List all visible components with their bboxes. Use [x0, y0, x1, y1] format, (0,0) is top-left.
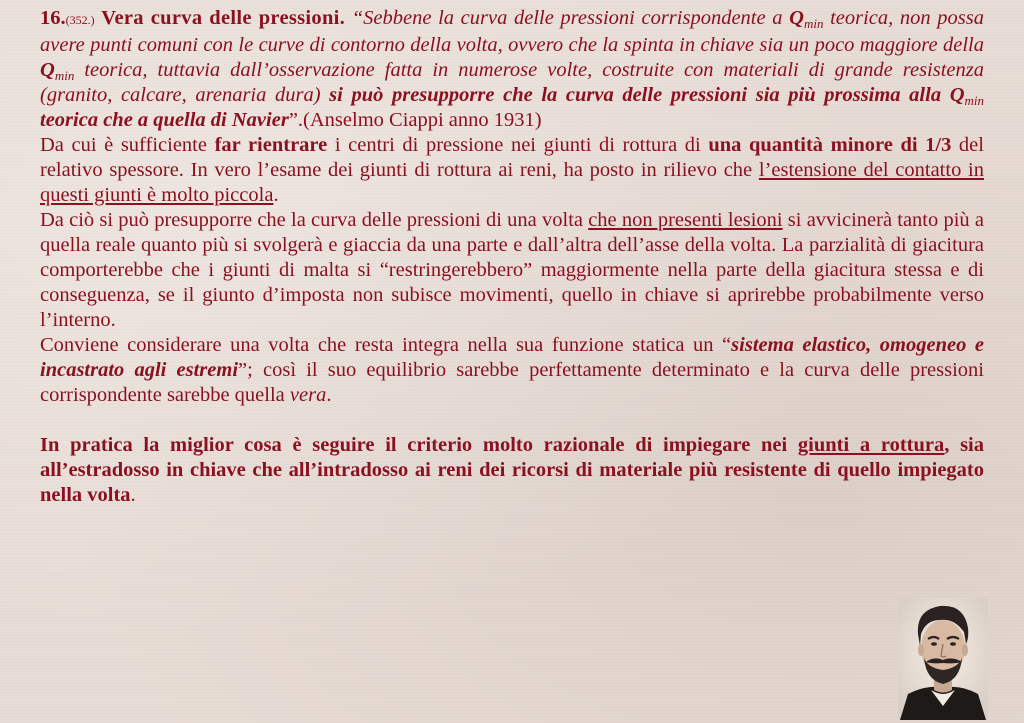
section-reference: (352.) — [65, 13, 95, 27]
section-number: 16. — [40, 7, 66, 29]
underlined-lesioni: che non presenti lesioni — [588, 209, 783, 231]
paragraph-1: Da cui è sufficiente far rientrare i centri di pressione nei giunti di rottura di una quantità minore di 1/3 del relativo spessore. In vero l’esame dei giunti di rottura ai reni, ha posto in rilievo che l’estensione del contatto in questi giunti è molto piccola. — [40, 134, 984, 206]
q-min-symbol: $Q_{min}$ — [40, 59, 75, 83]
quote-emphasis: si può presupporre che la curva delle pressioni sia più prossima alla $Q_{min}$ teorica che a quella di Navier — [40, 84, 984, 131]
underlined-contatto: l’estensione del contatto in questi giunti è molto piccola — [40, 159, 984, 206]
emphasis-vera: vera — [289, 384, 327, 406]
quote-part3: teorica, tuttavia dall’osservazione fatta in numerose volte, costruite con materiali di grande resistenza (granito, calcare, arenaria dura) — [40, 59, 984, 106]
page-content — [40, 6, 984, 508]
quote-open: “Sebbene la curva delle pressioni corrispondente a — [351, 7, 790, 29]
section-title: Vera curva delle pressioni. — [101, 7, 346, 29]
quote-attribution: (Anselmo Ciappi anno 1931) — [303, 109, 542, 131]
emphasis-quantita: una quantità minore di 1/3 — [708, 134, 952, 156]
final-paragraph: In pratica la miglior cosa è seguire il criterio molto razionale di impiegare nei giunti a rottura, sia all’estradosso in chiave che all’intradosso ai reni dei ricorsi di materiale più resistente di quello impiegato nella volta. — [40, 434, 984, 506]
quote-part2: teorica, non possa avere punti comuni con le curve di contorno della volta, ovvero che la spinta in chiave sia un poco maggiore della — [40, 7, 984, 56]
q-min-symbol: $Q_{min}$ — [789, 7, 824, 31]
emphasis-sistema-elastico: sistema elastico, omogeneo e incastrato agli estremi — [40, 334, 984, 381]
paragraph-3: Conviene considerare una volta che resta integra nella sua funzione statica un “sistema elastico, omogeneo e incastrato agli estremi”; così il suo equilibrio sarebbe perfettamente determinato e la curva delle pressioni corrispondente sarebbe quella vera. — [40, 334, 984, 406]
underlined-giunti: giunti a rottura — [797, 434, 945, 456]
portrait-photo — [898, 598, 988, 720]
quote-close: ”. — [288, 109, 304, 131]
quote-paragraph — [40, 6, 984, 408]
emphasis-far-rientrare: far rientrare — [214, 134, 328, 156]
paragraph-2: Da ciò si può presupporre che la curva delle pressioni di una volta che non presenti lesioni si avvicinerà tanto più a quella reale quanto più si svolgerà e giaccia da una parte e dall’altra dell’asse della volta. La parzialità di giacitura comporterebbe che i giunti di malta si “restringerebbero” maggiormente nella parte della giacitura stessa e di conseguenza, se il giunto d’imposta non subisce movimenti, quello in chiave si aprirebbe probabilmente verso l’interno. — [40, 209, 984, 331]
paragraph-gap — [40, 408, 984, 433]
